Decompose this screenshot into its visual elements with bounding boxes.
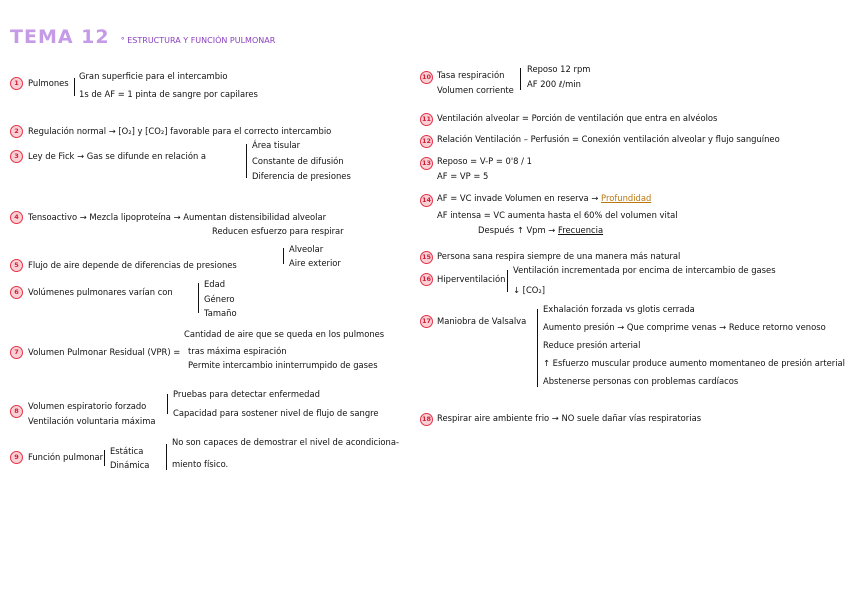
note-line: Ventilación alveolar = Porción de ventilación que entra en alvéolos (437, 113, 718, 123)
note-line: miento físico. (172, 459, 229, 469)
note-line: Regulación normal → [O₂] y [CO₂] favorable para el correcto intercambio (28, 126, 332, 136)
note-brace (166, 444, 167, 470)
note-line: Permite intercambio ininterrumpido de gases (188, 360, 378, 370)
note-line: Reposo 12 rpm (527, 64, 591, 74)
note-text: AF = VC invade Volumen en reserva → (437, 193, 599, 203)
title-subtitle: ° ESTRUCTURA Y FUNCIÓN PULMONAR (120, 36, 276, 45)
note-line: Diferencia de presiones (252, 171, 351, 181)
note-label: Ley de Fick → Gas se difunde en relación a (28, 151, 207, 161)
underlined-term: Frecuencia (558, 225, 604, 235)
note-line: Capacidad para sostener nivel de flujo de sangre (173, 408, 379, 418)
note-line (478, 226, 603, 234)
item-number-badge: 10 (420, 71, 433, 84)
note-line: Reposo = V-P = 0'8 / 1 (437, 156, 532, 166)
note-line: Ventilación incrementada por encima de intercambio de gases (513, 265, 776, 275)
note-line: Respirar aire ambiente frio → NO suele dañar vías respiratorias (437, 413, 702, 423)
note-brace (167, 394, 168, 414)
item-number-badge: 1 (10, 77, 23, 90)
note-brace (507, 270, 508, 292)
note-line: Reducen esfuerzo para respirar (212, 226, 344, 236)
note-label: Volumen Pulmonar Residual (VPR) = (28, 347, 181, 357)
note-line: AF 200 ℓ/min (527, 79, 581, 89)
note-line: Pruebas para detectar enfermedad (173, 389, 320, 399)
item-number-badge: 11 (420, 113, 433, 126)
item-number-badge: 13 (420, 157, 433, 170)
note-line: Constante de difusión (252, 156, 344, 166)
note-label: Ventilación voluntaria máxima (28, 416, 156, 426)
note-line: Dinámica (110, 460, 150, 470)
note-line: Persona sana respira siempre de una manera más natural (437, 251, 681, 261)
note-line: Relación Ventilación – Perfusión = Conexión ventilación alveolar y flujo sanguíneo (437, 134, 780, 144)
note-line: Gran superficie para el intercambio (79, 71, 228, 81)
note-text: Después ↑ Vpm → (478, 225, 556, 235)
note-brace (104, 450, 105, 466)
note-line: Cantidad de aire que se queda en los pulmones (184, 329, 385, 339)
note-brace (74, 78, 75, 96)
note-brace (246, 144, 247, 178)
item-number-badge: 12 (420, 135, 433, 148)
item-number-badge: 3 (10, 150, 23, 163)
note-line: Tamaño (204, 308, 237, 318)
note-label: Maniobra de Valsalva (437, 316, 527, 326)
note-line: Área tisular (252, 140, 301, 150)
note-line: Reduce presión arterial (543, 340, 641, 350)
note-line: Edad (204, 279, 226, 289)
item-number-badge: 9 (10, 451, 23, 464)
note-line: ↓ [CO₂] (513, 285, 546, 295)
item-number-badge: 5 (10, 259, 23, 272)
note-label: Función pulmonar (28, 452, 104, 462)
note-line: 1s de AF = 1 pinta de sangre por capilares (79, 89, 258, 99)
note-line: AF = VP = 5 (437, 171, 489, 181)
note-label: Flujo de aire depende de diferencias de presiones (28, 260, 237, 270)
title-main: TEMA 12 (10, 26, 110, 48)
item-number-badge: 4 (10, 211, 23, 224)
note-label: Volumen espiratorio forzado (28, 401, 147, 411)
note-label: Hiperventilación (437, 274, 506, 284)
note-line: ↑ Esfuerzo muscular produce aumento momentaneo de presión arterial (543, 358, 845, 368)
page-title (10, 26, 275, 48)
note-label: Tensoactivo → Mezcla lipoproteína → Aumentan distensibilidad alveolar (28, 212, 327, 222)
note-label: Tasa respiración (437, 70, 505, 80)
note-label: Volumen corriente (437, 85, 514, 95)
note-line: Alveolar (289, 244, 324, 254)
item-number-badge: 14 (420, 194, 433, 207)
item-number-badge: 16 (420, 273, 433, 286)
note-line: Aire exterior (289, 258, 341, 268)
item-number-badge: 8 (10, 405, 23, 418)
item-number-badge: 2 (10, 125, 23, 138)
note-brace (520, 68, 521, 90)
note-label: Volúmenes pulmonares varían con (28, 287, 173, 297)
note-brace (537, 309, 538, 387)
item-number-badge: 6 (10, 286, 23, 299)
note-line: Género (204, 294, 235, 304)
note-line (437, 194, 651, 202)
note-line: No son capaces de demostrar el nivel de acondiciona- (172, 437, 400, 447)
item-number-badge: 17 (420, 315, 433, 328)
note-label: Pulmones (28, 78, 69, 88)
note-brace (198, 283, 199, 313)
note-line: Abstenerse personas con problemas cardíacos (543, 376, 739, 386)
note-brace (283, 248, 284, 264)
note-line: tras máxima espiración (188, 346, 287, 356)
note-line: AF intensa = VC aumenta hasta el 60% del volumen vital (437, 210, 678, 220)
note-line: Estática (110, 446, 144, 456)
note-line: Aumento presión → Que comprime venas → Reduce retorno venoso (543, 322, 826, 332)
item-number-badge: 18 (420, 413, 433, 426)
highlighted-term: Profundidad (601, 193, 652, 203)
item-number-badge: 7 (10, 346, 23, 359)
item-number-badge: 15 (420, 251, 433, 264)
note-line: Exhalación forzada vs glotis cerrada (543, 304, 695, 314)
